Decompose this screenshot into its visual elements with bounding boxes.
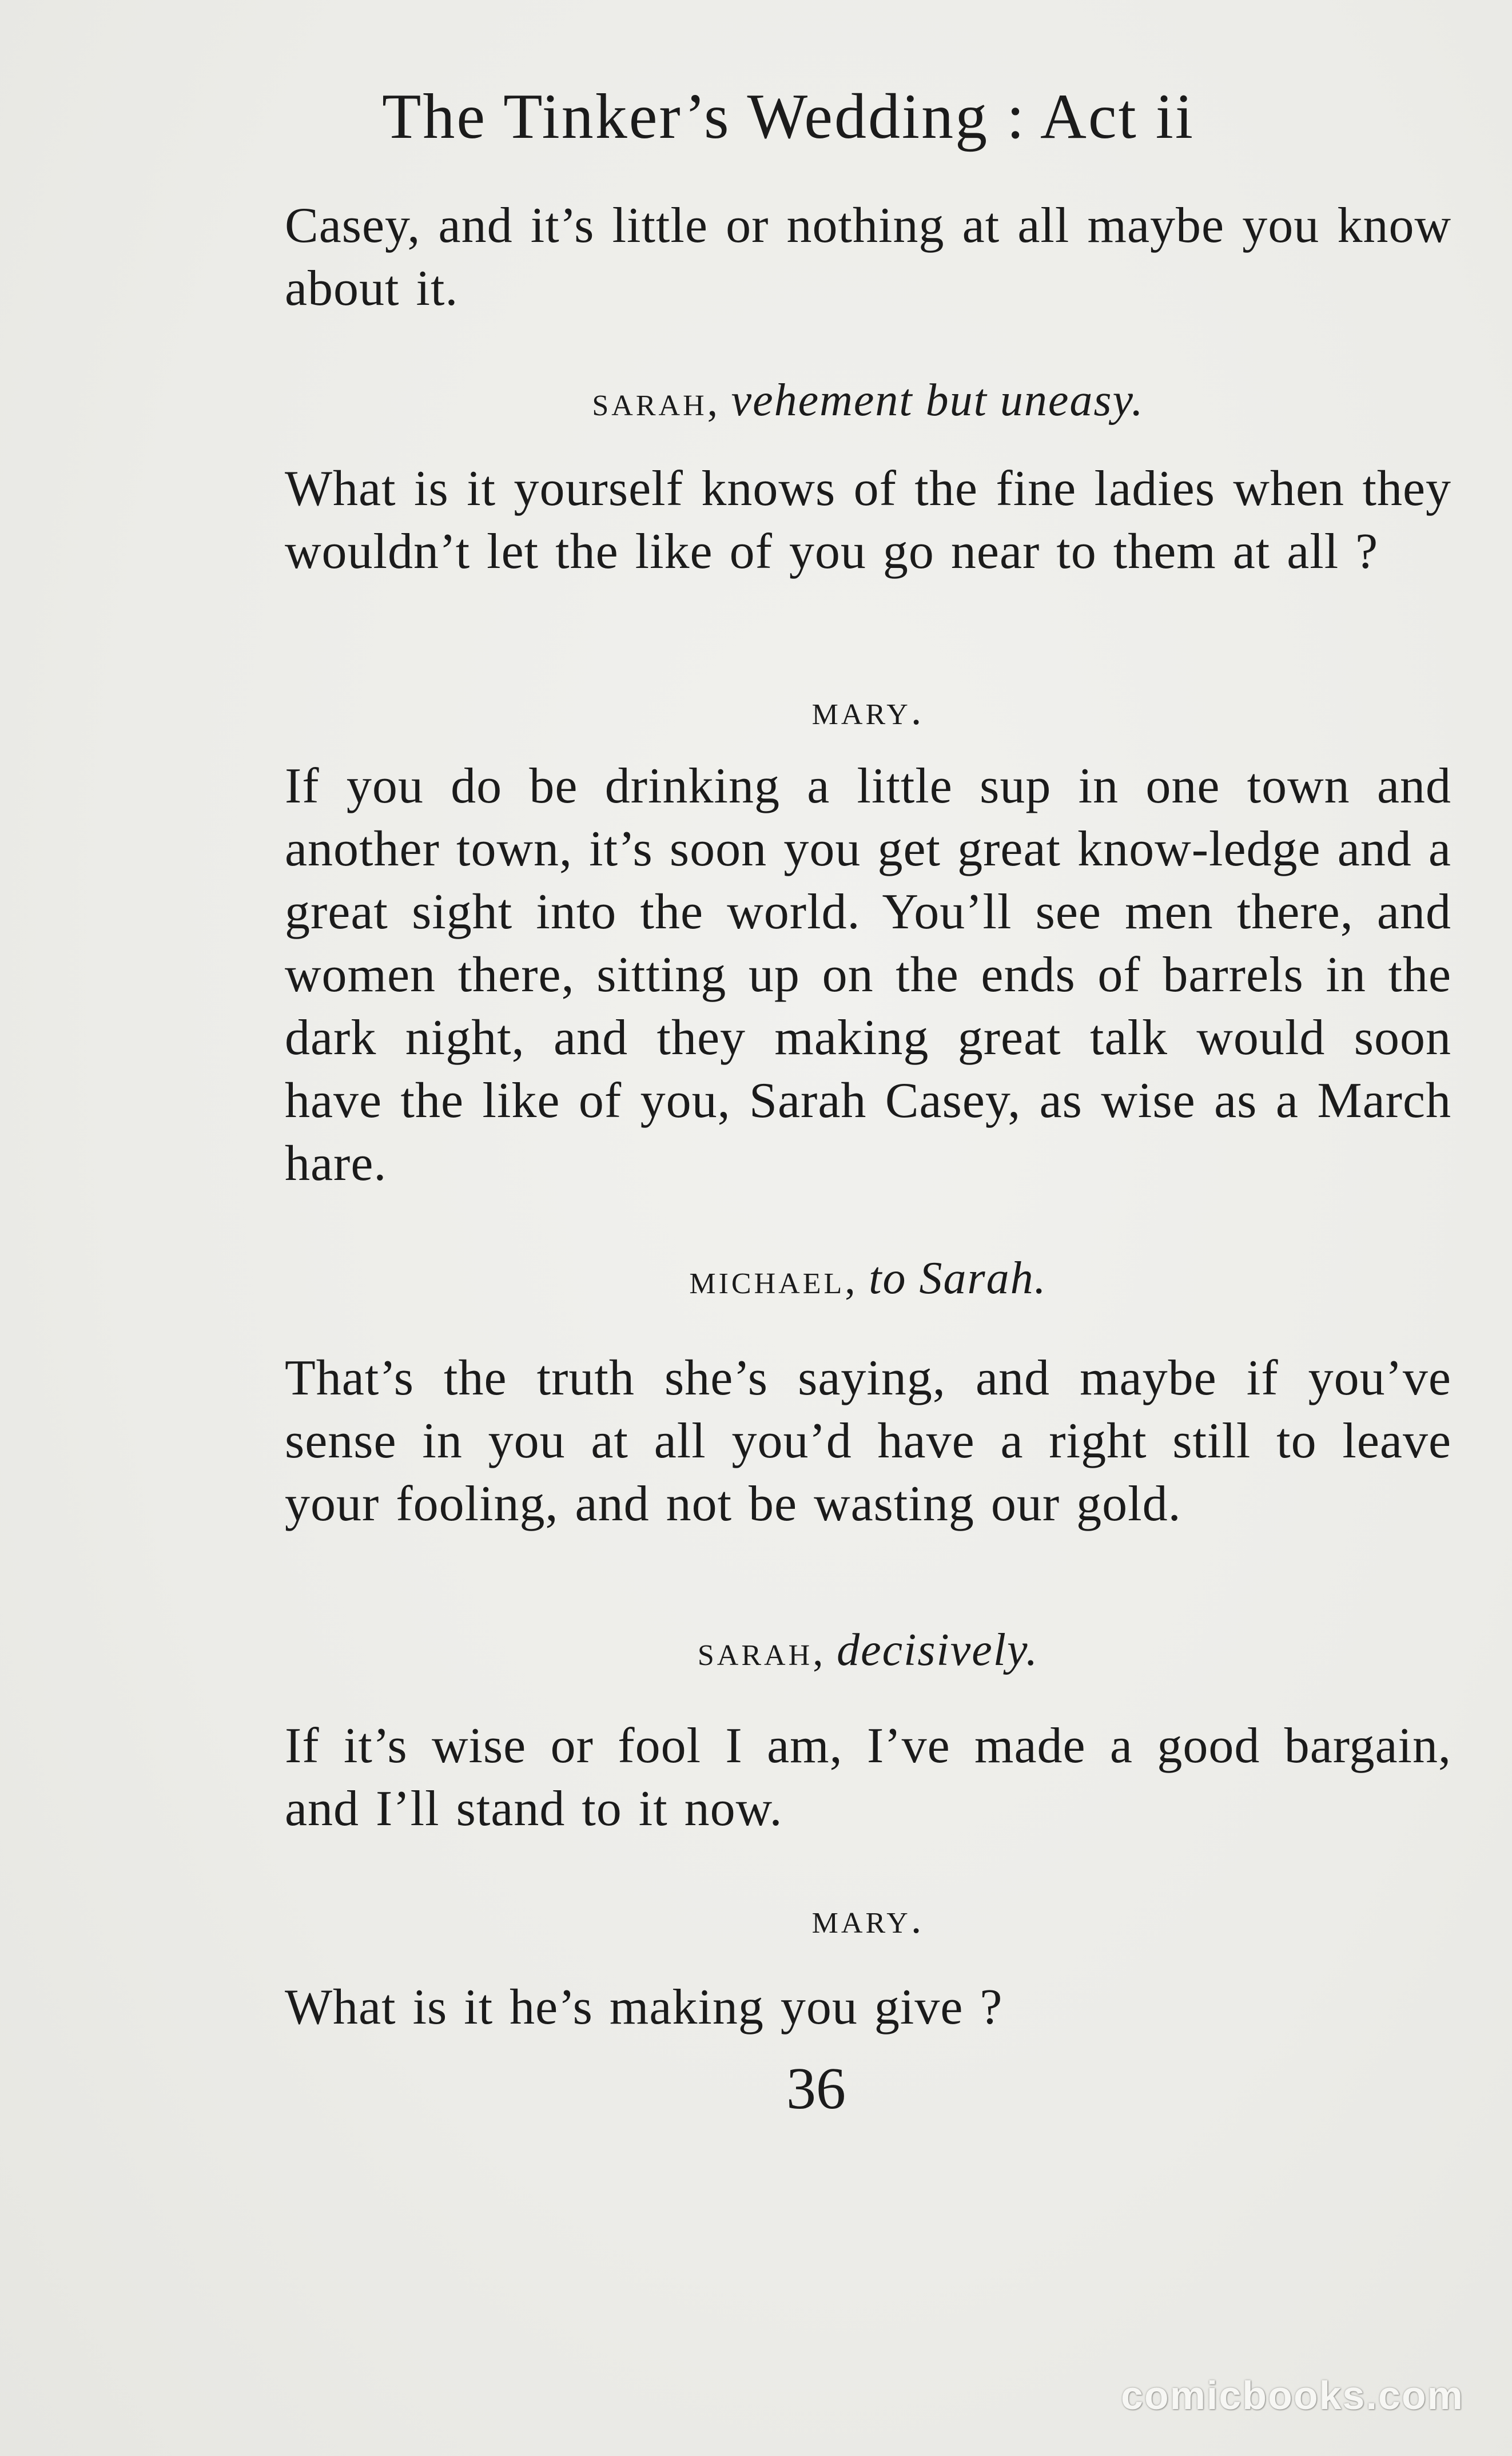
speaker-michael xyxy=(285,1255,1451,1301)
speaker-name: michael, xyxy=(689,1256,858,1303)
speech-casey: Casey, and it’s little or nothing at all maybe you know about it. xyxy=(285,198,1451,316)
page-number: 36 xyxy=(786,2056,846,2121)
stage-direction: decisively. xyxy=(837,1625,1039,1675)
speaker-mary-2 xyxy=(285,1895,1451,1942)
watermark: comicbooks.com xyxy=(1121,2373,1464,2418)
speech-mary-give: What is it he’s making you give ? xyxy=(285,1980,1003,2035)
speech-sarah-bargain: If it’s wise or fool I am, I’ve made a good bargain, and I’ll stand to it now. xyxy=(285,1718,1451,1837)
speaker-name: mary. xyxy=(811,687,925,734)
speech-mary-drinking: If you do be drinking a little sup in one town and another town, it’s soon you get great know-ledge and a great sight into the world. You’ll see men there, and women there, sitting up on the ends of barrels in the dark night, and they making great talk would soon have the like of you, Sarah Casey, as wise as a March hare. xyxy=(285,758,1451,1191)
speech-michael-truth: That’s the truth she’s saying, and maybe if you’ve sense in you at all you’d have a right still to leave your fooling, and not be wasting our gold. xyxy=(285,1350,1451,1532)
running-head: The Tinker’s Wedding : Act ii xyxy=(382,81,1195,152)
speaker-sarah-vehement xyxy=(285,375,1451,426)
speech-sarah-fine-ladies: What is it yourself knows of the fine ladies when they wouldn’t let the like of you go near to them at all ? xyxy=(285,461,1451,579)
stage-direction: vehement but uneasy. xyxy=(731,375,1144,426)
speaker-name: mary. xyxy=(811,1895,925,1942)
speaker-mary-1 xyxy=(285,689,1451,732)
stage-direction: to Sarah. xyxy=(869,1253,1047,1303)
speaker-name: sarah, xyxy=(697,1628,826,1675)
speaker-name: sarah, xyxy=(592,378,721,425)
speaker-sarah-decisively xyxy=(285,1627,1451,1673)
